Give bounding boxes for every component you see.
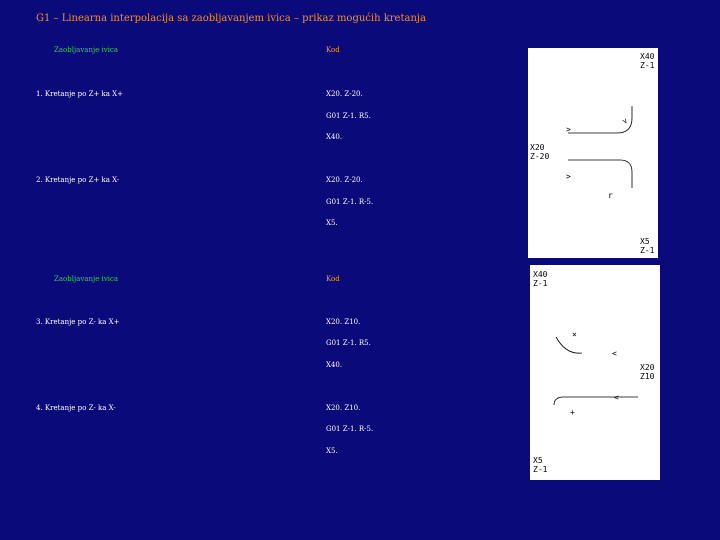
toolpath-drawing — [530, 265, 660, 480]
coord-label: X20 — [640, 363, 655, 372]
code-line: X20. Z10. — [326, 318, 361, 326]
column-header-code: Kod — [326, 275, 340, 283]
coord-label: Z-1 — [533, 465, 548, 474]
code-line: X5. — [326, 447, 338, 455]
coord-label: X40 — [640, 52, 655, 61]
code-line: X20. Z-20. — [326, 90, 363, 98]
code-line: X40. — [326, 133, 343, 141]
coord-label: Z-20 — [530, 152, 550, 161]
coord-label: X5 — [640, 237, 650, 246]
tick-glyph: + — [570, 408, 575, 417]
arrow-glyph: > — [620, 116, 631, 126]
list-item: 3. Kretanje po Z- ka X+ — [36, 318, 120, 326]
code-line: X40. — [326, 361, 343, 369]
list-item: 2. Kretanje po Z+ ka X- — [36, 176, 120, 184]
arrow-glyph: > — [566, 125, 571, 134]
coord-label: Z-1 — [640, 61, 655, 70]
code-line: X20. Z-20. — [326, 176, 363, 184]
tick-glyph: × — [572, 330, 577, 339]
toolpath-panel-2 — [530, 265, 660, 480]
coord-label: X5 — [533, 456, 543, 465]
column-header-rounding: Zaobljavanje ivica — [54, 46, 119, 54]
code-line: X20. Z10. — [326, 404, 361, 412]
coord-label: X40 — [533, 270, 548, 279]
code-line: X5. — [326, 219, 338, 227]
coord-label: Z-1 — [640, 246, 655, 255]
coord-label: Z10 — [640, 372, 655, 381]
coord-label: Z-1 — [533, 279, 548, 288]
column-header-rounding: Zaobljavanje ivica — [54, 275, 119, 283]
tick-glyph: r — [608, 191, 613, 200]
page-title: G1 – Linearna interpolacija sa zaobljavanjem ivica – prikaz mogućih kretanja — [36, 13, 426, 24]
code-line: G01 Z-1. R-5. — [326, 198, 374, 206]
code-line: G01 Z-1. R5. — [326, 112, 371, 120]
toolpath-panel-1 — [528, 48, 658, 258]
arrow-glyph: > — [566, 172, 571, 181]
column-header-code: Kod — [326, 46, 340, 54]
toolpath-drawing — [528, 48, 658, 258]
code-line: G01 Z-1. R5. — [326, 339, 371, 347]
code-line: G01 Z-1. R-5. — [326, 425, 374, 433]
coord-label: X20 — [530, 143, 545, 152]
arrow-glyph: < — [612, 349, 617, 358]
arrow-glyph: < — [614, 393, 619, 402]
list-item: 4. Kretanje po Z- ka X- — [36, 404, 116, 412]
list-item: 1. Kretanje po Z+ ka X+ — [36, 90, 124, 98]
